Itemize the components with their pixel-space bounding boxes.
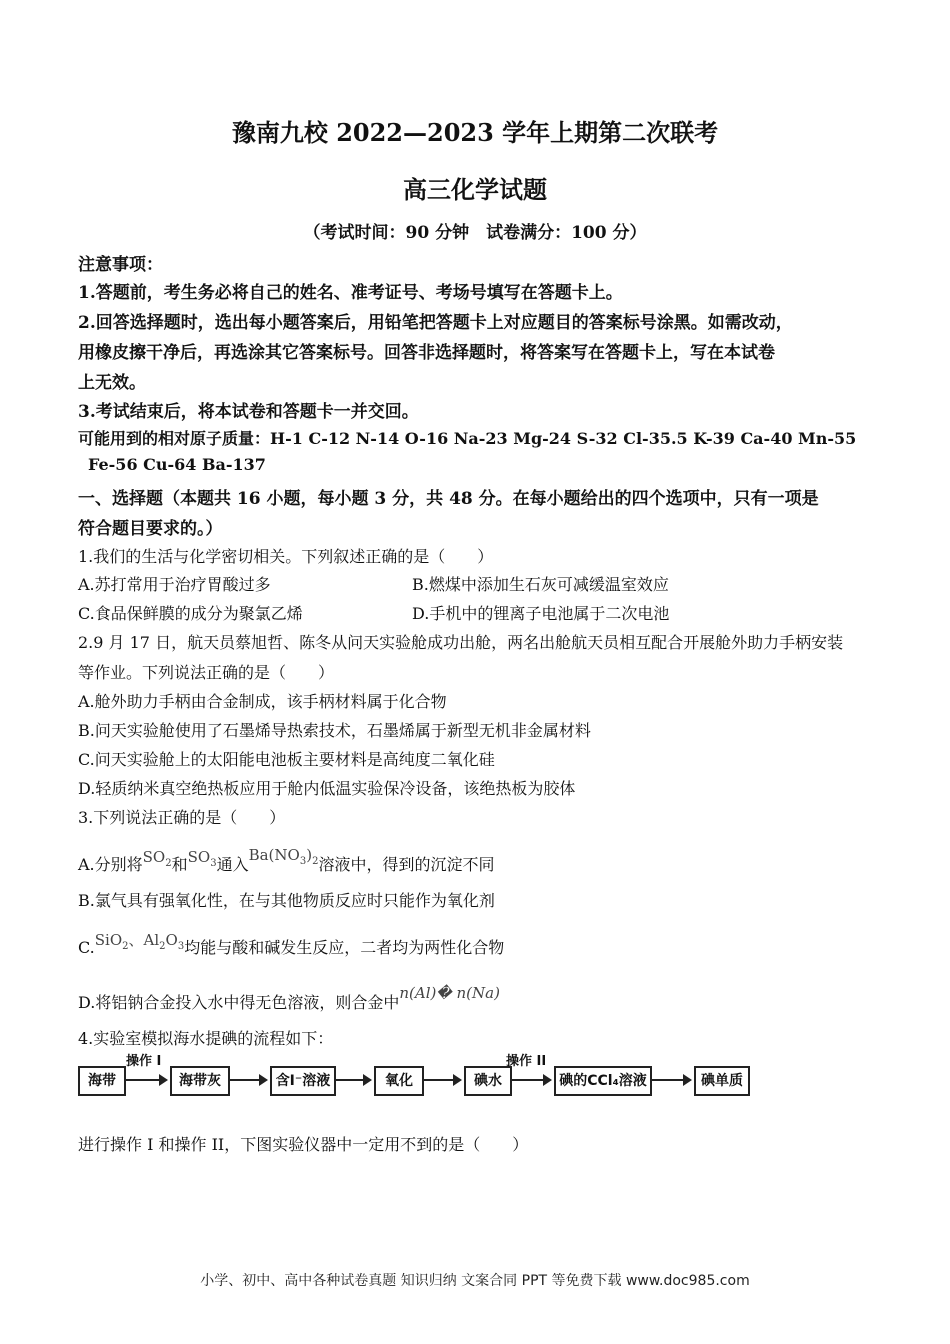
q3-a-prefix: A.分别将	[78, 855, 143, 874]
exam-subtitle: 高三化学试题	[403, 175, 547, 204]
q3-a-post: 溶液中，得到的沉淀不同	[318, 855, 495, 874]
flow-arrow-3	[336, 1079, 370, 1081]
q2-stem-line-1: 2.9 月 17 日，航天员蔡旭哲、陈冬从问天实验舱成功出舱，两名出舱航天员相互配合开展舱外助力手柄安装	[78, 633, 844, 652]
q3-option-a	[78, 846, 495, 877]
flow-op1-label: 操作 I	[126, 1054, 162, 1069]
q1-option-c: C.食品保鲜膜的成分为聚氯乙烯	[78, 604, 303, 623]
flow-box-kelp: 海带	[78, 1066, 126, 1096]
q3-a-ba-no3-2: $Ba(NO_3)_2$	[248, 846, 319, 867]
q3-a-so2: $SO_2$	[142, 848, 172, 869]
q1-option-d: D.手机中的锂离子电池属于二次电池	[412, 604, 670, 623]
notes-heading: 注意事项：	[78, 255, 163, 275]
q1-stem: 1.我们的生活与化学密切相关。下列叙述正确的是（ ）	[78, 547, 494, 566]
q3-a-into: 通入	[216, 855, 249, 874]
q3-d-prefix: D.将铝钠合金投入水中得无色溶液，则合金中	[78, 993, 400, 1012]
q4-stem: 4.实验室模拟海水提碘的流程如下：	[78, 1029, 334, 1048]
q3-c-prefix: C.	[78, 938, 95, 957]
flow-box-kelp-ash: 海带灰	[170, 1066, 230, 1096]
q3-c-al2o3: $Al_2O_3$	[143, 931, 185, 952]
iodine-extraction-flowchart	[78, 1050, 758, 1110]
q3-c-post: 均能与酸和碱发生反应，二者均为两性化合物	[184, 938, 505, 957]
q3-a-so2-text: SO	[142, 848, 166, 866]
q3-c-separator: 、	[128, 931, 144, 949]
flow-arrow-4	[424, 1079, 460, 1081]
atomic-masses-line-2: Fe-56 Cu-64 Ba-137	[88, 455, 266, 474]
note-2-line-3: 上无效。	[78, 373, 146, 393]
q2-option-a: A.舱外助力手柄由合金制成，该手柄材料属于化合物	[78, 692, 447, 711]
q3-a-and: 和	[171, 855, 188, 874]
q3-c-al-text: Al	[143, 931, 160, 949]
q3-option-c	[78, 931, 505, 960]
flow-box-iodine-water: 碘水	[464, 1066, 512, 1096]
q2-stem-line-2: 等作业。下列说法正确的是（ ）	[78, 663, 335, 682]
flow-arrow-6	[652, 1079, 690, 1081]
section1-heading-line-2: 符合题目要求的。）	[78, 519, 223, 539]
q3-d-expression: n(Al)� n(Na)	[399, 984, 500, 1002]
q2-option-b: B.问天实验舱使用了石墨烯导热索技术，石墨烯属于新型无机非金属材料	[78, 721, 591, 740]
atomic-masses-line-1: 可能用到的相对原子质量：H-1 C-12 N-14 O-16 Na-23 Mg-24 S-32 Cl-35.5 K-39 Ca-40 Mn-55	[78, 429, 857, 448]
note-1: 1.答题前，考生务必将自己的姓名、准考证号、考场号填写在答题卡上。	[78, 283, 623, 303]
q2-option-c: C.问天实验舱上的太阳能电池板主要材料是高纯度二氧化硅	[78, 750, 495, 769]
flow-arrow-2	[230, 1079, 266, 1081]
exam-title: 豫南九校 2022—2023 学年上期第二次联考	[231, 118, 719, 147]
note-2-line-1: 2.回答选择题时，选出每小题答案后，用铅笔把答题卡上对应题目的答案标号涂黑。如需改动，	[78, 313, 793, 333]
q1-option-a: A.苏打常用于治疗胃酸过多	[78, 575, 271, 594]
flow-arrow-5	[512, 1079, 550, 1081]
section1-heading-line-1: 一、选择题（本题共 16 小题，每小题 3 分，共 48 分。在每小题给出的四个选项中，只有一项是	[78, 489, 819, 509]
q2-option-d: D.轻质纳米真空绝热板应用于舱内低温实验保冷设备，该绝热板为胶体	[78, 779, 576, 798]
q3-option-b: B.氯气具有强氧化性，在与其他物质反应时只能作为氧化剂	[78, 891, 495, 910]
flow-box-oxidation: 氧化	[374, 1066, 424, 1096]
q4-question: 进行操作 I 和操作 II，下图实验仪器中一定用不到的是（ ）	[78, 1135, 529, 1154]
q3-c-sio2-text: SiO	[94, 931, 123, 949]
flow-arrow-1	[126, 1079, 166, 1081]
exam-info: （考试时间：90 分钟 试卷满分：100 分）	[303, 223, 647, 243]
note-3: 3.考试结束后，将本试卷和答题卡一并交回。	[78, 402, 419, 422]
q3-a-ba-text: Ba(NO	[248, 846, 300, 864]
footer-ad: 小学、初中、高中各种试卷真题 知识归纳 文案合同 PPT 等免费下载 www.doc985.com	[200, 1273, 750, 1289]
q3-stem: 3.下列说法正确的是（ ）	[78, 808, 286, 827]
flow-op2-label: 操作 II	[506, 1054, 547, 1069]
flow-box-iodine-ccl4: 碘的CCl₄溶液	[554, 1066, 652, 1096]
q3-a-so3-text: SO	[187, 848, 211, 866]
flow-box-iodide-solution: 含I⁻溶液	[270, 1066, 336, 1096]
q3-c-sio2: SiO$_2$	[94, 931, 129, 952]
q3-option-d	[78, 984, 500, 1013]
note-2-line-2: 用橡皮擦干净后，再选涂其它答案标号。回答非选择题时，将答案写在答题卡上，写在本试卷	[78, 343, 775, 363]
q1-option-b: B.燃煤中添加生石灰可减缓温室效应	[412, 575, 669, 594]
q3-a-so3: $SO_3$	[187, 848, 217, 869]
flow-box-elemental-iodine: 碘单质	[694, 1066, 750, 1096]
